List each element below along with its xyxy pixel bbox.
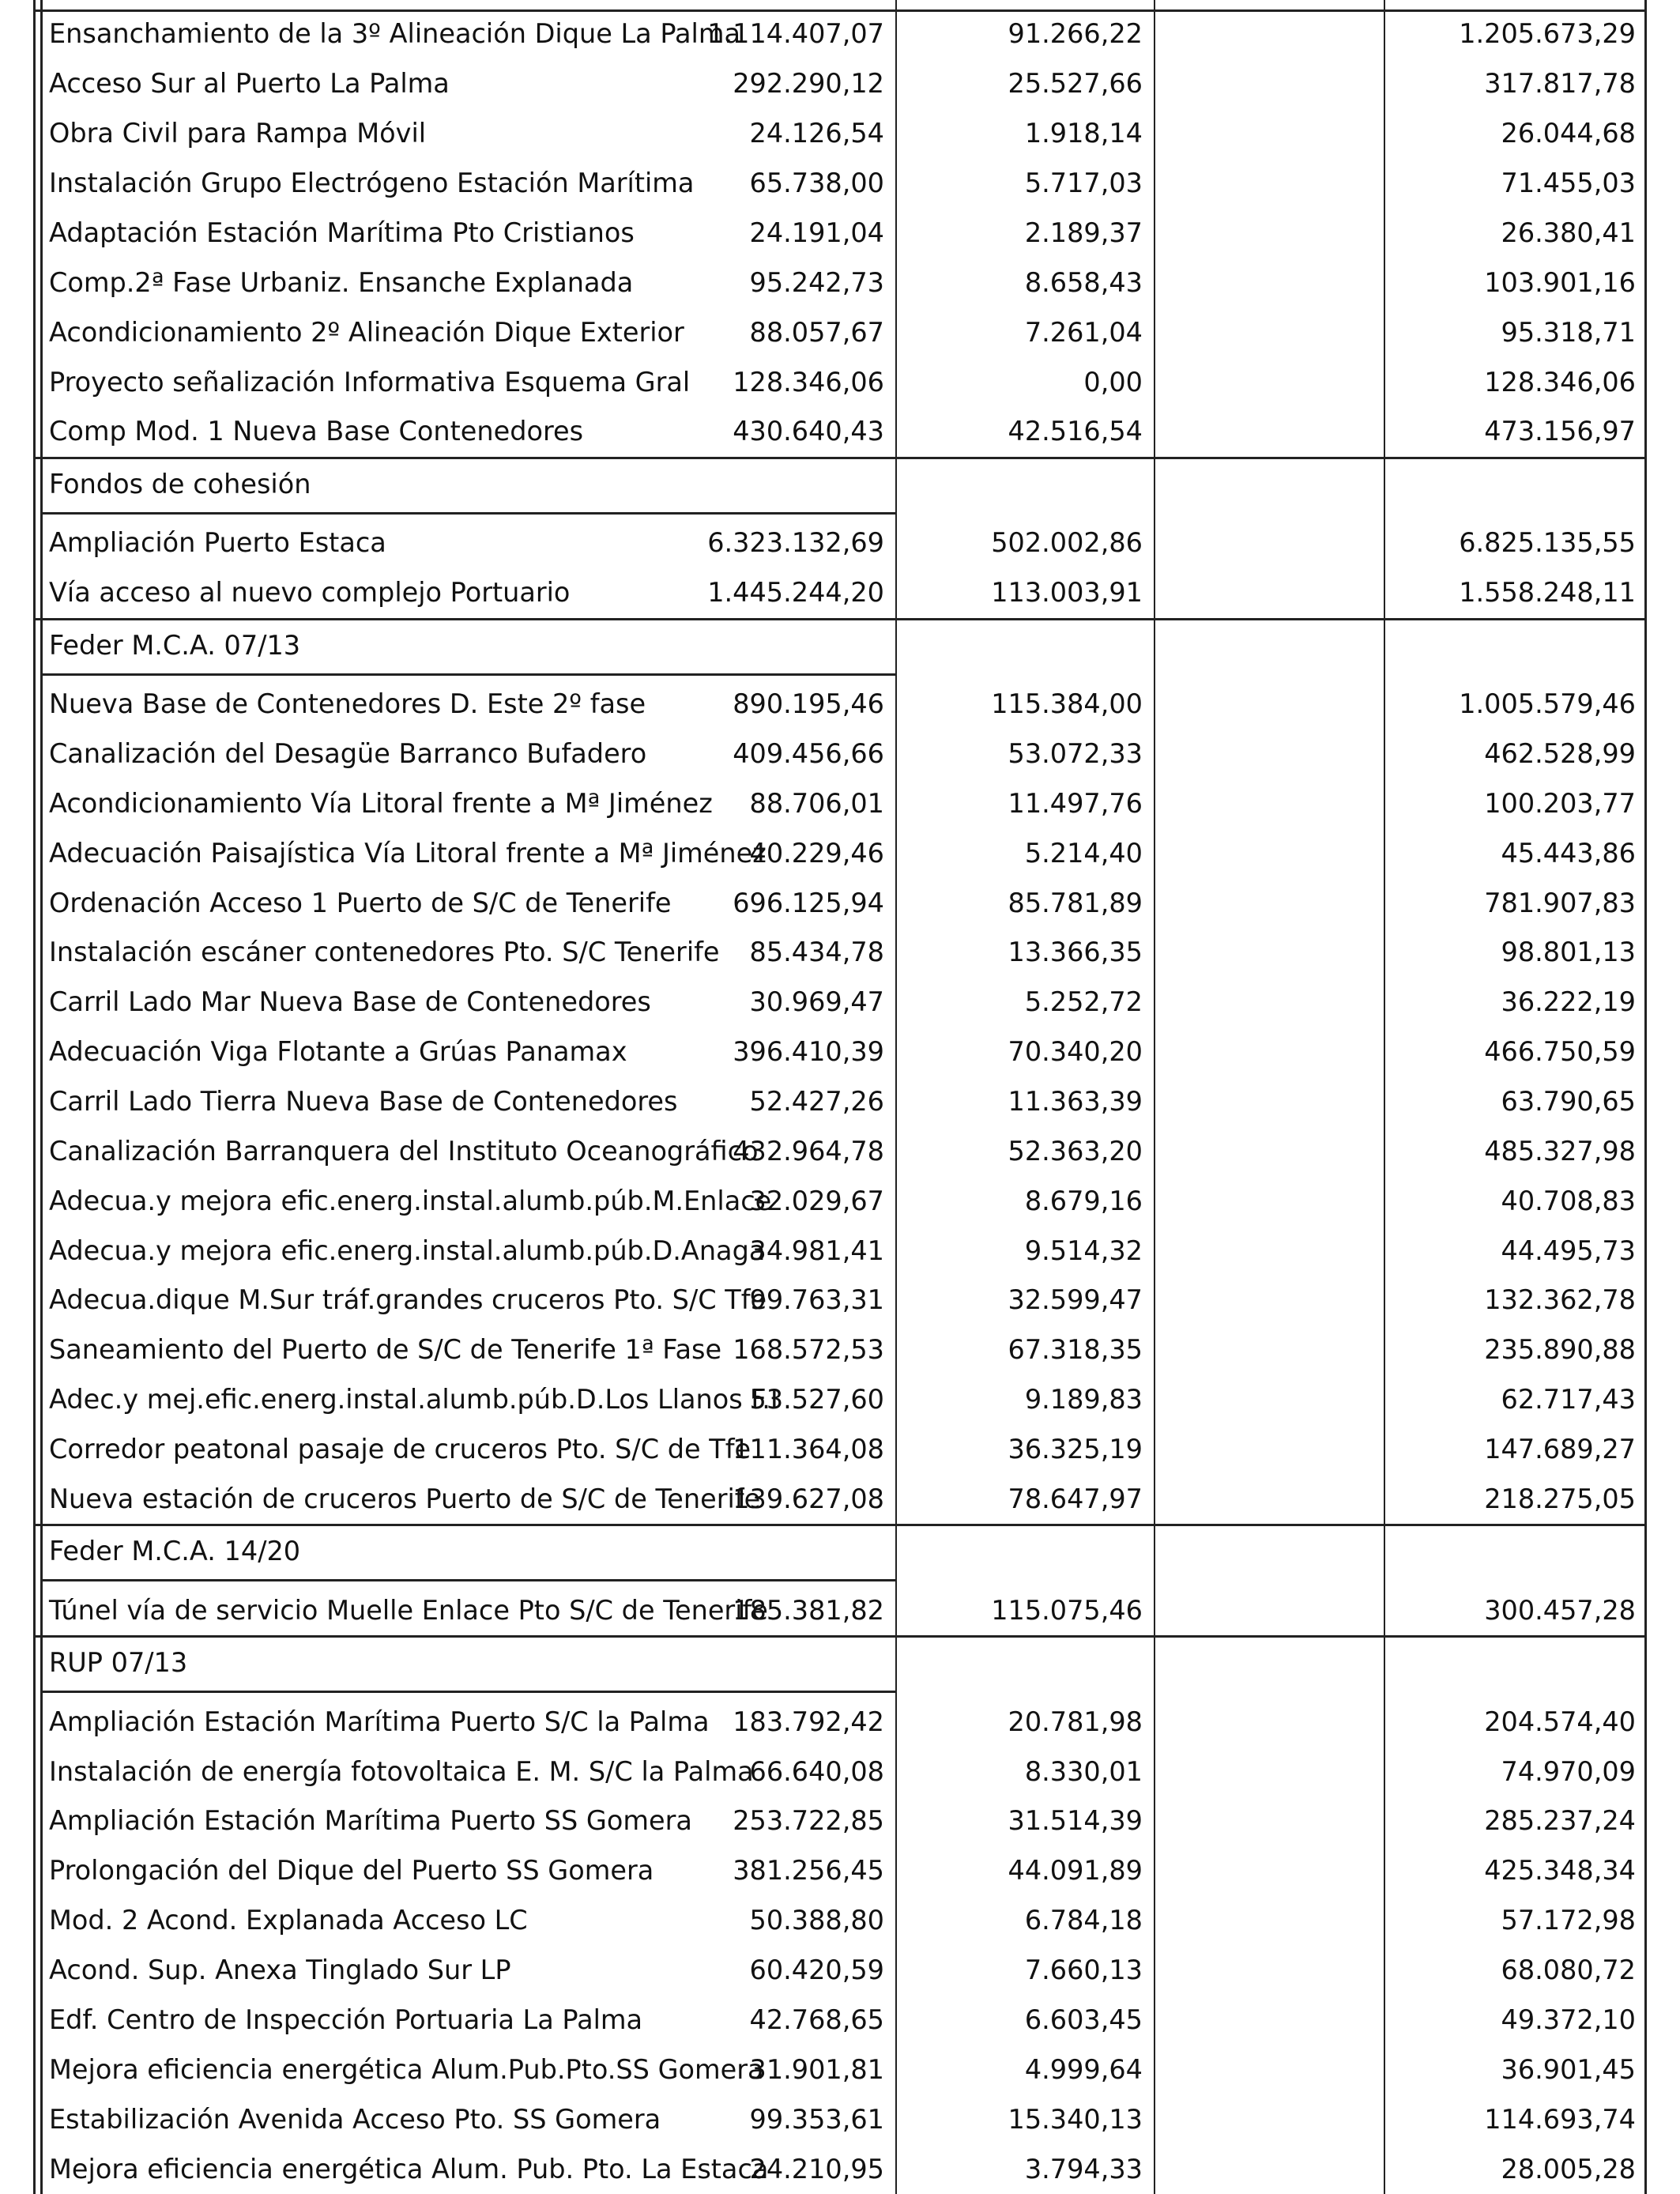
row-value-3: 204.574,40: [1484, 1706, 1636, 1737]
row-value-1: 32.029,67: [749, 1185, 884, 1216]
row-description: Mod. 2 Acond. Explanada Acceso LC: [49, 1905, 528, 1936]
row-value-1: 40.229,46: [749, 837, 884, 869]
row-value-1: 50.388,80: [749, 1905, 884, 1936]
row-description: Instalación Grupo Electrógeno Estación Marítima: [49, 168, 695, 199]
row-value-2: 31.514,39: [1008, 1805, 1143, 1837]
row-description: Adecua.y mejora efic.energ.instal.alumb.púb.D.Anaga: [49, 1235, 766, 1266]
row-value-3: 132.362,78: [1484, 1284, 1636, 1316]
table-left-border-inner: [40, 0, 43, 2194]
row-value-1: 139.627,08: [733, 1483, 884, 1514]
row-description: Acondicionamiento 2º Alineación Dique Exterior: [49, 316, 684, 348]
row-description: Ampliación Puerto Estaca: [49, 527, 386, 559]
row-value-2: 115.384,00: [991, 688, 1143, 720]
row-value-2: 44.091,89: [1008, 1855, 1143, 1887]
section-top-border: [33, 1635, 1647, 1638]
row-value-2: 85.781,89: [1008, 887, 1143, 918]
row-value-2: 32.599,47: [1008, 1284, 1143, 1316]
row-value-2: 52.363,20: [1008, 1135, 1143, 1167]
row-value-3: 147.689,27: [1484, 1434, 1636, 1465]
row-value-1: 85.434,78: [749, 937, 884, 968]
row-value-1: 30.969,47: [749, 986, 884, 1018]
row-value-3: 44.495,73: [1501, 1235, 1636, 1266]
table-right-border: [1644, 0, 1647, 2194]
section-heading: Fondos de cohesión: [49, 468, 311, 499]
row-value-2: 70.340,20: [1008, 1036, 1143, 1068]
row-value-3: 300.457,28: [1484, 1594, 1636, 1626]
row-value-1: 31.901,81: [749, 2053, 884, 2085]
row-value-3: 285.237,24: [1484, 1805, 1636, 1837]
row-value-2: 2.189,37: [1024, 217, 1143, 248]
row-value-2: 502.002,86: [991, 527, 1143, 559]
row-value-3: 26.380,41: [1501, 217, 1636, 248]
row-value-1: 60.420,59: [749, 1955, 884, 1986]
row-value-2: 11.497,76: [1008, 787, 1143, 819]
row-description: Ampliación Estación Marítima Puerto SS Gomera: [49, 1805, 692, 1837]
row-value-2: 42.516,54: [1008, 416, 1143, 447]
row-value-3: 114.693,74: [1484, 2103, 1636, 2135]
row-value-3: 462.528,99: [1484, 737, 1636, 769]
row-value-3: 128.346,06: [1484, 366, 1636, 398]
row-value-3: 235.890,88: [1484, 1334, 1636, 1366]
row-value-1: 88.057,67: [749, 316, 884, 348]
row-value-1: 409.456,66: [733, 737, 884, 769]
section-heading-underline: [40, 512, 895, 515]
row-value-2: 8.679,16: [1024, 1185, 1143, 1216]
table-top-border: [33, 9, 1647, 12]
row-value-3: 36.222,19: [1501, 986, 1636, 1018]
row-description: Adecua.dique M.Sur tráf.grandes cruceros Pto. S/C Tfe: [49, 1284, 767, 1316]
row-value-2: 91.266,22: [1008, 18, 1143, 50]
row-value-1: 292.290,12: [733, 68, 884, 100]
row-value-2: 67.318,35: [1008, 1334, 1143, 1366]
row-value-3: 63.790,65: [1501, 1086, 1636, 1117]
row-value-3: 45.443,86: [1501, 837, 1636, 869]
row-value-1: 34.981,41: [749, 1235, 884, 1266]
row-description: Nueva estación de cruceros Puerto de S/C de Tenerife: [49, 1483, 761, 1514]
row-description: Carril Lado Tierra Nueva Base de Contenedores: [49, 1086, 678, 1117]
row-value-2: 8.658,43: [1024, 266, 1143, 298]
row-value-2: 115.075,46: [991, 1594, 1143, 1626]
row-description: Acond. Sup. Anexa Tinglado Sur LP: [49, 1955, 511, 1986]
row-description: Ensanchamiento de la 3º Alineación Dique La Palma: [49, 18, 741, 50]
row-value-3: 103.901,16: [1484, 266, 1636, 298]
row-description: Comp.2ª Fase Urbaniz. Ensanche Explanada: [49, 266, 634, 298]
row-description: Ordenación Acceso 1 Puerto de S/C de Tenerife: [49, 887, 672, 918]
section-top-border: [33, 618, 1647, 620]
row-value-3: 6.825.135,55: [1459, 527, 1636, 559]
row-value-1: 1.445.244,20: [707, 577, 884, 609]
row-value-1: 53.527,60: [749, 1384, 884, 1416]
row-description: Nueva Base de Contenedores D. Este 2º fase: [49, 688, 646, 720]
row-description: Edf. Centro de Inspección Portuaria La Palma: [49, 2004, 643, 2035]
row-value-1: 396.410,39: [733, 1036, 884, 1068]
row-value-1: 128.346,06: [733, 366, 884, 398]
row-description: Proyecto señalización Informativa Esquema Gral: [49, 366, 691, 398]
row-value-3: 28.005,28: [1501, 2153, 1636, 2185]
row-description: Corredor peatonal pasaje de cruceros Pto. S/C de Tfe: [49, 1434, 751, 1465]
row-value-2: 25.527,66: [1008, 68, 1143, 100]
row-description: Instalación escáner contenedores Pto. S/C Tenerife: [49, 937, 720, 968]
row-value-3: 71.455,03: [1501, 168, 1636, 199]
row-value-2: 11.363,39: [1008, 1086, 1143, 1117]
row-value-3: 425.348,34: [1484, 1855, 1636, 1887]
row-value-2: 53.072,33: [1008, 737, 1143, 769]
investment-table: [33, 0, 1647, 2194]
row-value-2: 9.189,83: [1024, 1384, 1143, 1416]
row-value-2: 36.325,19: [1008, 1434, 1143, 1465]
row-value-1: 24.191,04: [749, 217, 884, 248]
row-value-3: 57.172,98: [1501, 1905, 1636, 1936]
row-description: Mejora eficiencia energética Alum. Pub. Pto. La Estaca: [49, 2153, 769, 2185]
row-value-1: 430.640,43: [733, 416, 884, 447]
row-value-2: 9.514,32: [1024, 1235, 1143, 1266]
row-description: Instalación de energía fotovoltaica E. M. S/C la Palma: [49, 1755, 754, 1787]
row-value-3: 68.080,72: [1501, 1955, 1636, 1986]
row-value-2: 6.784,18: [1024, 1905, 1143, 1936]
row-value-1: 66.640,08: [749, 1755, 884, 1787]
row-value-2: 113.003,91: [991, 577, 1143, 609]
column-divider-1: [895, 0, 897, 2194]
row-value-2: 15.340,13: [1008, 2103, 1143, 2135]
row-value-3: 74.970,09: [1501, 1755, 1636, 1787]
row-description: Adec.y mej.efic.energ.instal.alumb.púb.D.Los Llanos F.I: [49, 1384, 778, 1416]
row-value-1: 24.210,95: [749, 2153, 884, 2185]
row-value-1: 99.763,31: [749, 1284, 884, 1316]
row-description: Saneamiento del Puerto de S/C de Tenerife 1ª Fase: [49, 1334, 722, 1366]
row-value-3: 26.044,68: [1501, 118, 1636, 149]
row-value-3: 62.717,43: [1501, 1384, 1636, 1416]
row-value-2: 7.261,04: [1024, 316, 1143, 348]
row-description: Obra Civil para Rampa Móvil: [49, 118, 427, 149]
row-value-2: 20.781,98: [1008, 1706, 1143, 1737]
row-description: Canalización del Desagüe Barranco Bufadero: [49, 737, 647, 769]
section-top-border: [33, 457, 1647, 459]
row-description: Túnel vía de servicio Muelle Enlace Pto S/C de Tenerife: [49, 1594, 768, 1626]
row-value-1: 42.768,65: [749, 2004, 884, 2035]
row-description: Vía acceso al nuevo complejo Portuario: [49, 577, 571, 609]
section-heading-underline: [40, 1691, 895, 1693]
row-value-1: 88.706,01: [749, 787, 884, 819]
row-description: Acceso Sur al Puerto La Palma: [49, 68, 450, 100]
section-heading-underline: [40, 673, 895, 676]
row-value-1: 432.964,78: [733, 1135, 884, 1167]
row-value-2: 13.366,35: [1008, 937, 1143, 968]
row-value-1: 24.126,54: [749, 118, 884, 149]
row-value-3: 40.708,83: [1501, 1185, 1636, 1216]
row-value-3: 95.318,71: [1501, 316, 1636, 348]
row-value-2: 3.794,33: [1024, 2153, 1143, 2185]
row-value-3: 317.817,78: [1484, 68, 1636, 100]
row-value-2: 5.717,03: [1024, 168, 1143, 199]
row-value-1: 65.738,00: [749, 168, 884, 199]
row-value-3: 218.275,05: [1484, 1483, 1636, 1514]
row-value-2: 1.918,14: [1024, 118, 1143, 149]
row-value-3: 473.156,97: [1484, 416, 1636, 447]
row-value-2: 4.999,64: [1024, 2053, 1143, 2085]
row-value-1: 381.256,45: [733, 1855, 884, 1887]
row-value-1: 890.195,46: [733, 688, 884, 720]
row-description: Adecuación Viga Flotante a Grúas Panamax: [49, 1036, 627, 1068]
section-heading-underline: [40, 1579, 895, 1581]
row-value-1: 99.353,61: [749, 2103, 884, 2135]
column-divider-3: [1384, 0, 1385, 2194]
section-heading: Feder M.C.A. 14/20: [49, 1536, 301, 1567]
row-value-3: 49.372,10: [1501, 2004, 1636, 2035]
row-value-1: 696.125,94: [733, 887, 884, 918]
row-value-3: 1.205.673,29: [1459, 18, 1636, 50]
row-value-2: 8.330,01: [1024, 1755, 1143, 1787]
section-heading: Feder M.C.A. 07/13: [49, 629, 301, 661]
row-description: Adecua.y mejora efic.energ.instal.alumb.púb.M.Enlace: [49, 1185, 772, 1216]
row-value-2: 0,00: [1083, 366, 1143, 398]
row-value-1: 6.323.132,69: [707, 527, 884, 559]
row-value-3: 466.750,59: [1484, 1036, 1636, 1068]
row-value-1: 52.427,26: [749, 1086, 884, 1117]
column-divider-2: [1154, 0, 1155, 2194]
row-value-3: 485.327,98: [1484, 1135, 1636, 1167]
row-description: Carril Lado Mar Nueva Base de Contenedores: [49, 986, 651, 1018]
row-value-1: 183.792,42: [733, 1706, 884, 1737]
row-value-2: 7.660,13: [1024, 1955, 1143, 1986]
row-value-3: 100.203,77: [1484, 787, 1636, 819]
row-value-3: 1.005.579,46: [1459, 688, 1636, 720]
row-value-2: 5.252,72: [1024, 986, 1143, 1018]
row-description: Canalización Barranquera del Instituto Oceanográfico: [49, 1135, 759, 1167]
row-value-2: 78.647,97: [1008, 1483, 1143, 1514]
section-heading: RUP 07/13: [49, 1647, 188, 1679]
row-description: Acondicionamiento Vía Litoral frente a Mª Jiménez: [49, 787, 713, 819]
table-left-border-outer: [33, 0, 36, 2194]
row-value-3: 1.558.248,11: [1459, 577, 1636, 609]
row-description: Comp Mod. 1 Nueva Base Contenedores: [49, 416, 584, 447]
section-top-border: [33, 1524, 1647, 1526]
row-description: Prolongación del Dique del Puerto SS Gomera: [49, 1855, 654, 1887]
row-description: Mejora eficiencia energética Alum.Pub.Pto.SS Gomera: [49, 2053, 764, 2085]
row-value-1: 111.364,08: [733, 1434, 884, 1465]
row-value-1: 253.722,85: [733, 1805, 884, 1837]
row-value-3: 98.801,13: [1501, 937, 1636, 968]
row-value-3: 781.907,83: [1484, 887, 1636, 918]
row-value-1: 1.114.407,07: [707, 18, 884, 50]
row-value-1: 185.381,82: [733, 1594, 884, 1626]
row-value-1: 95.242,73: [749, 266, 884, 298]
row-description: Adaptación Estación Marítima Pto Cristianos: [49, 217, 635, 248]
row-description: Estabilización Avenida Acceso Pto. SS Gomera: [49, 2103, 661, 2135]
row-value-1: 168.572,53: [733, 1334, 884, 1366]
row-value-3: 36.901,45: [1501, 2053, 1636, 2085]
row-value-2: 6.603,45: [1024, 2004, 1143, 2035]
row-value-2: 5.214,40: [1024, 837, 1143, 869]
row-description: Ampliación Estación Marítima Puerto S/C la Palma: [49, 1706, 710, 1737]
row-description: Adecuación Paisajística Vía Litoral frente a Mª Jiménez: [49, 837, 767, 869]
